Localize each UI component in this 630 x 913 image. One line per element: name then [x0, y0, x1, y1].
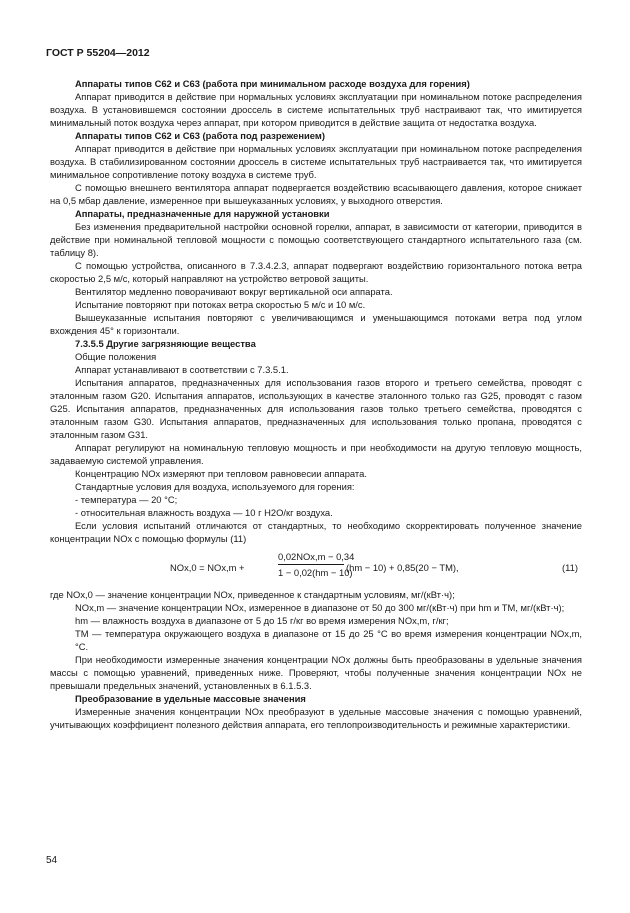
formula-numerator: 0,02NOx,m − 0,34: [278, 550, 344, 565]
section-heading: Преобразование в удельные массовые значения: [75, 693, 306, 704]
paragraph: Измеренные значения концентрации NOx преобразуют в удельные массовые значения с помощью уравнений, учитывающих коэффициент полезного действия аппарата, его теплопроизводительность и режимные характеристики.: [50, 706, 582, 730]
document-body: [50, 77, 582, 731]
list-item: - температура — 20 °С;: [75, 494, 178, 505]
paragraph: С помощью внешнего вентилятора аппарат подвергается воздействию всасывающего давления, которое снижает на 0,5 мбар давление, измеренное при вышеуказанных условиях, у выходного отверстия.: [50, 182, 582, 206]
definition: NOx,m — значение концентрации NOx, измеренное в диапазоне от 50 до 300 мг/(кВт·ч) при hm и TM, мг/(кВт·ч);: [75, 602, 565, 613]
paragraph: Аппарат приводится в действие при нормальных условиях эксплуатации при номинальном потоке распределения воздуха. В установившемся состоянии дроссель в системе испытательных труб настраивают так, что имитируется минимальный поток воздуха через аппарат, при котором приводится в действие защита от недостатка воздуха.: [50, 91, 582, 128]
paragraph: Без изменения предварительной настройки основной горелки, аппарат, в зависимости от категории, приводится в действие при номинальной тепловой мощности с помощью соответствующего стандартного испытательного газа (см. таблицу 8).: [50, 221, 582, 258]
paragraph: Общие положения: [75, 351, 157, 362]
definition: hm — влажность воздуха в диапазоне от 5 до 15 г/кг во время измерения NOx,m, г/кг;: [75, 615, 449, 626]
formula-rest: (hm − 10) + 0,85(20 − TM),: [346, 562, 459, 573]
document-header: ГОСТ Р 55204—2012: [46, 47, 150, 59]
formula-lhs: NOx,0 = NOx,m +: [170, 562, 245, 573]
paragraph: Аппарат регулируют на номинальную тепловую мощность и при необходимости на другую тепловую мощность, задаваемую системой управления.: [50, 442, 582, 466]
paragraph: Концентрацию NOx измеряют при тепловом равновесии аппарата.: [75, 468, 367, 479]
definition: TM — температура окружающего воздуха в диапазоне от 15 до 25 °С во время измерения концентрации NOx,m, °С.: [75, 628, 582, 652]
formula-definitions: [50, 588, 582, 653]
section-heading: Аппараты, предназначенные для наружной установки: [75, 208, 330, 219]
paragraph: При необходимости измеренные значения концентрации NOx должны быть преобразованы в удельные значения массы с помощью уравнений, приведенных ниже. Проверяют, чтобы полученные значения концентрации NOx не превышали предельных значений, установленных в 6.1.5.3.: [50, 654, 582, 691]
paragraph: Если условия испытаний отличаются от стандартных, то необходимо скорректировать полученное значение концентрации NOx с помощью формулы (11): [50, 520, 582, 544]
formula-fraction: [278, 550, 355, 579]
formula-number: (11): [562, 562, 578, 573]
paragraph: Стандартные условия для воздуха, используемого для горения:: [75, 481, 355, 492]
section-heading: Аппараты типов C62 и C63 (работа под разрежением): [75, 130, 325, 141]
paragraph: Испытания аппаратов, предназначенных для использования газов второго и третьего семейства, проводят с эталонным газом G20. Испытания аппаратов, использующих в качестве эталонного только газ G25, проводят с газом G25. Испытания аппаратов, предназначенных для использования газов только третьего семейства, проводятся с эталонным газом G30. Испытания аппаратов, предназначенных для использования только пропана, проводятся с эталонным газом G31.: [50, 377, 582, 440]
formula-denominator: 1 − 0,02(hm − 10): [278, 567, 353, 578]
definition: где NOx,0 — значение концентрации NOx, приведенное к стандартным условиям, мг/(кВт·ч);: [50, 589, 455, 600]
list-item: - относительная влажность воздуха — 10 г H2O/кг воздуха.: [75, 507, 333, 518]
paragraph: Вентилятор медленно поворачивают вокруг вертикальной оси аппарата.: [75, 286, 393, 297]
paragraph: Вышеуказанные испытания повторяют с увеличивающимся и уменьшающимся потоками ветра под углом вхождения 45° к горизонтали.: [50, 312, 582, 336]
subsection-heading: 7.3.5.5 Другие загрязняющие вещества: [75, 338, 256, 349]
paragraph: Испытание повторяют при потоках ветра скоростью 5 м/с и 10 м/с.: [75, 299, 366, 310]
paragraph: Аппарат устанавливают в соответствии с 7.3.5.1.: [75, 364, 289, 375]
formula-11: [50, 550, 582, 584]
section-heading: Аппараты типов C62 и C63 (работа при минимальном расходе воздуха для горения): [75, 78, 470, 89]
page-number: 54: [46, 855, 58, 866]
paragraph: С помощью устройства, описанного в 7.3.4.2.3, аппарат подвергают воздействию горизонтального потока ветра скоростью 2,5 м/с, который направляют на устройство ветровой защиты.: [50, 260, 582, 284]
paragraph: Аппарат приводится в действие при нормальных условиях эксплуатации при номинальном потоке распределения воздуха. В стабилизированном состоянии дроссель в системе испытательных труб настраивается так, что имитируется минимальное сопротивление потоку воздуха в системе труб.: [50, 143, 582, 180]
